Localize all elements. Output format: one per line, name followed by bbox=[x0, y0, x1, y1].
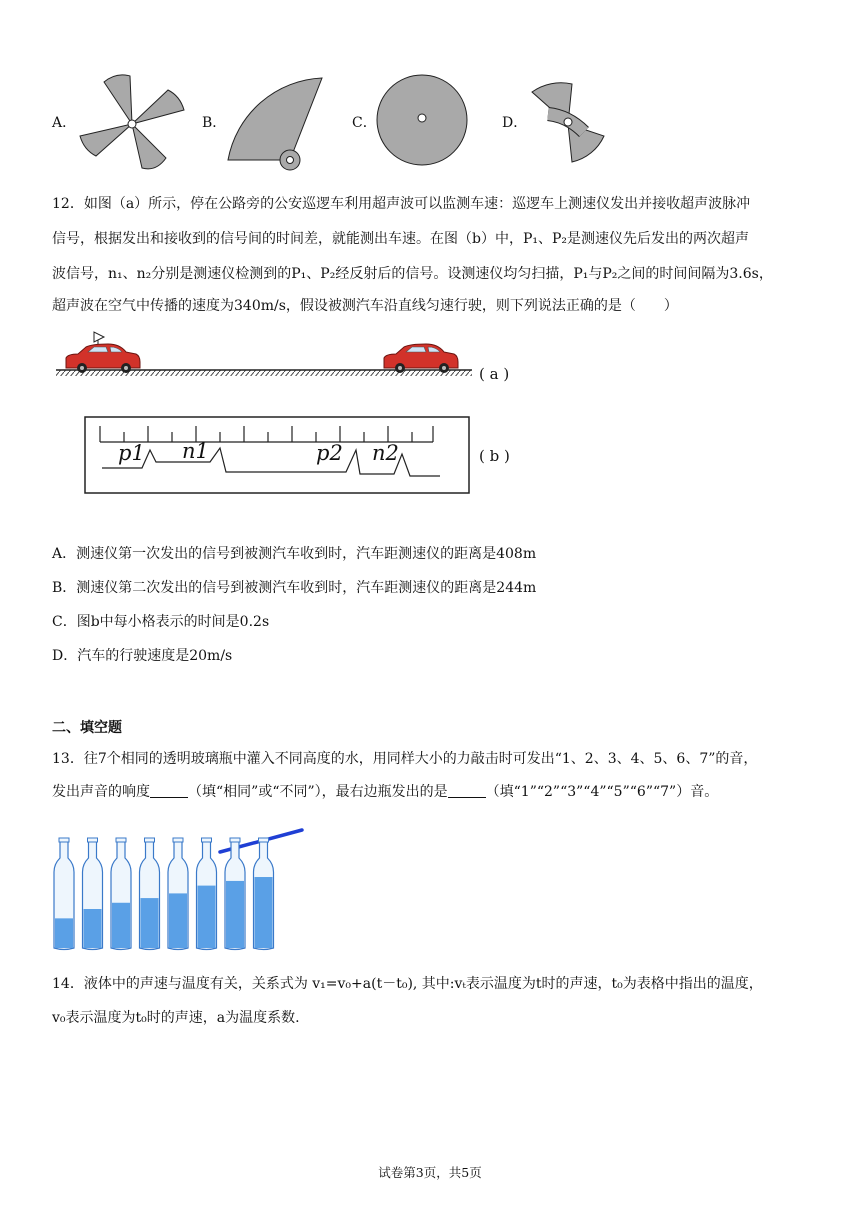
bottle-water-7 bbox=[226, 881, 244, 948]
q12-option-b: B．测速仪第二次发出的信号到被测汽车收到时，汽车距测速仪的距离是244m bbox=[52, 580, 537, 596]
mark-n1: n1 bbox=[182, 439, 209, 463]
q12-line-4: 超声波在空气中传播的速度为340m/s，假设被测汽车沿直线匀速行驶，则下列说法正确的是（ ） bbox=[52, 298, 678, 314]
mark-p2: p2 bbox=[316, 441, 343, 465]
four-blade-fan-icon bbox=[76, 68, 188, 176]
bottle-water-4 bbox=[141, 898, 159, 948]
bottle-4 bbox=[140, 838, 160, 950]
patrol-car-icon bbox=[66, 332, 140, 373]
bottle-water-3 bbox=[112, 903, 130, 948]
q13-text-a: 发出声音的响度 bbox=[52, 784, 150, 800]
q12-line-3: 波信号，n₁、n₂分别是测速仪检测到的P₁、P₂经反射后的信号。设测速仪均匀扫描，P₁与P₂之间的时间间隔为3.6s， bbox=[52, 266, 773, 282]
q12-option-c: C．图b中每小格表示的时间是0.2s bbox=[52, 614, 270, 630]
fan-sector-icon bbox=[224, 72, 336, 172]
figure-a-label: ( a ) bbox=[479, 365, 510, 383]
bottle-water-2 bbox=[84, 909, 102, 948]
q13-blank-2[interactable] bbox=[448, 783, 486, 798]
bottle-1 bbox=[54, 838, 74, 950]
full-disc-icon bbox=[374, 72, 470, 168]
q11-option-b-label: B． bbox=[202, 115, 227, 131]
q12-option-a: A．测速仪第一次发出的信号到被测汽车收到时，汽车距测速仪的距离是408m bbox=[52, 546, 537, 562]
measured-car-icon bbox=[384, 344, 458, 373]
q12-line-1: 12．如图（a）所示，停在公路旁的公安巡逻车利用超声波可以监测车速：巡逻车上测速仪发出并接收超声波脉冲 bbox=[52, 196, 751, 212]
bottle-water-8 bbox=[255, 877, 273, 948]
q11-option-c-label: C． bbox=[352, 115, 377, 131]
q13-line-1: 13．往7个相同的透明玻璃瓶中灌入不同高度的水，用同样大小的力敲击时可发出“1、2、3、4、5、6、7”的音， bbox=[52, 751, 758, 767]
q13-blank-1[interactable] bbox=[150, 783, 188, 798]
figure-b-label: ( b ) bbox=[479, 447, 510, 465]
figure-b-signal-scan bbox=[84, 416, 470, 494]
q11-option-a-label: A． bbox=[52, 115, 77, 131]
glass-bottles-figure bbox=[48, 826, 308, 952]
q13-text-c: （填“1”“2”“3”“4”“5”“6”“7”）音。 bbox=[485, 784, 719, 800]
bottle-water-5 bbox=[169, 893, 187, 948]
mark-p1: p1 bbox=[118, 441, 145, 465]
bottle-3 bbox=[111, 838, 131, 950]
bottle-6 bbox=[197, 838, 217, 950]
bottle-2 bbox=[83, 838, 103, 950]
bottle-water-6 bbox=[198, 886, 216, 948]
q12-option-d: D．汽车的行驶速度是20m/s bbox=[52, 648, 233, 664]
q13-text-b: （填“相同”或“不同”），最右边瓶发出的是 bbox=[188, 784, 448, 800]
q14-line-1: 14．液体中的声速与温度有关，关系式为 v₁=v₀+a(t－t₀), 其中:vₜ表示温度为t时的声速，t₀为表格中指出的温度， bbox=[52, 976, 763, 992]
page-footer: 试卷第3页，共5页 bbox=[378, 1165, 482, 1180]
section-2-title: 二、填空题 bbox=[52, 720, 122, 736]
q13-line-2 bbox=[52, 782, 718, 802]
bottle-7 bbox=[225, 838, 245, 950]
mark-n2: n2 bbox=[372, 441, 399, 465]
bottle-5 bbox=[168, 838, 188, 950]
q12-line-2: 信号，根据发出和接收到的信号间的时间差，就能测出车速。在图（b）中，P₁、P₂是测速仪先后发出的两次超声 bbox=[52, 231, 750, 247]
q14-line-2: v₀表示温度为t₀时的声速，a为温度系数. bbox=[52, 1010, 300, 1026]
bottle-water-1 bbox=[55, 918, 73, 948]
q11-option-d-label: D． bbox=[502, 115, 528, 131]
bottle-8 bbox=[254, 838, 274, 950]
two-blade-sector-icon bbox=[524, 80, 610, 164]
figure-a-road-cars bbox=[54, 330, 474, 382]
